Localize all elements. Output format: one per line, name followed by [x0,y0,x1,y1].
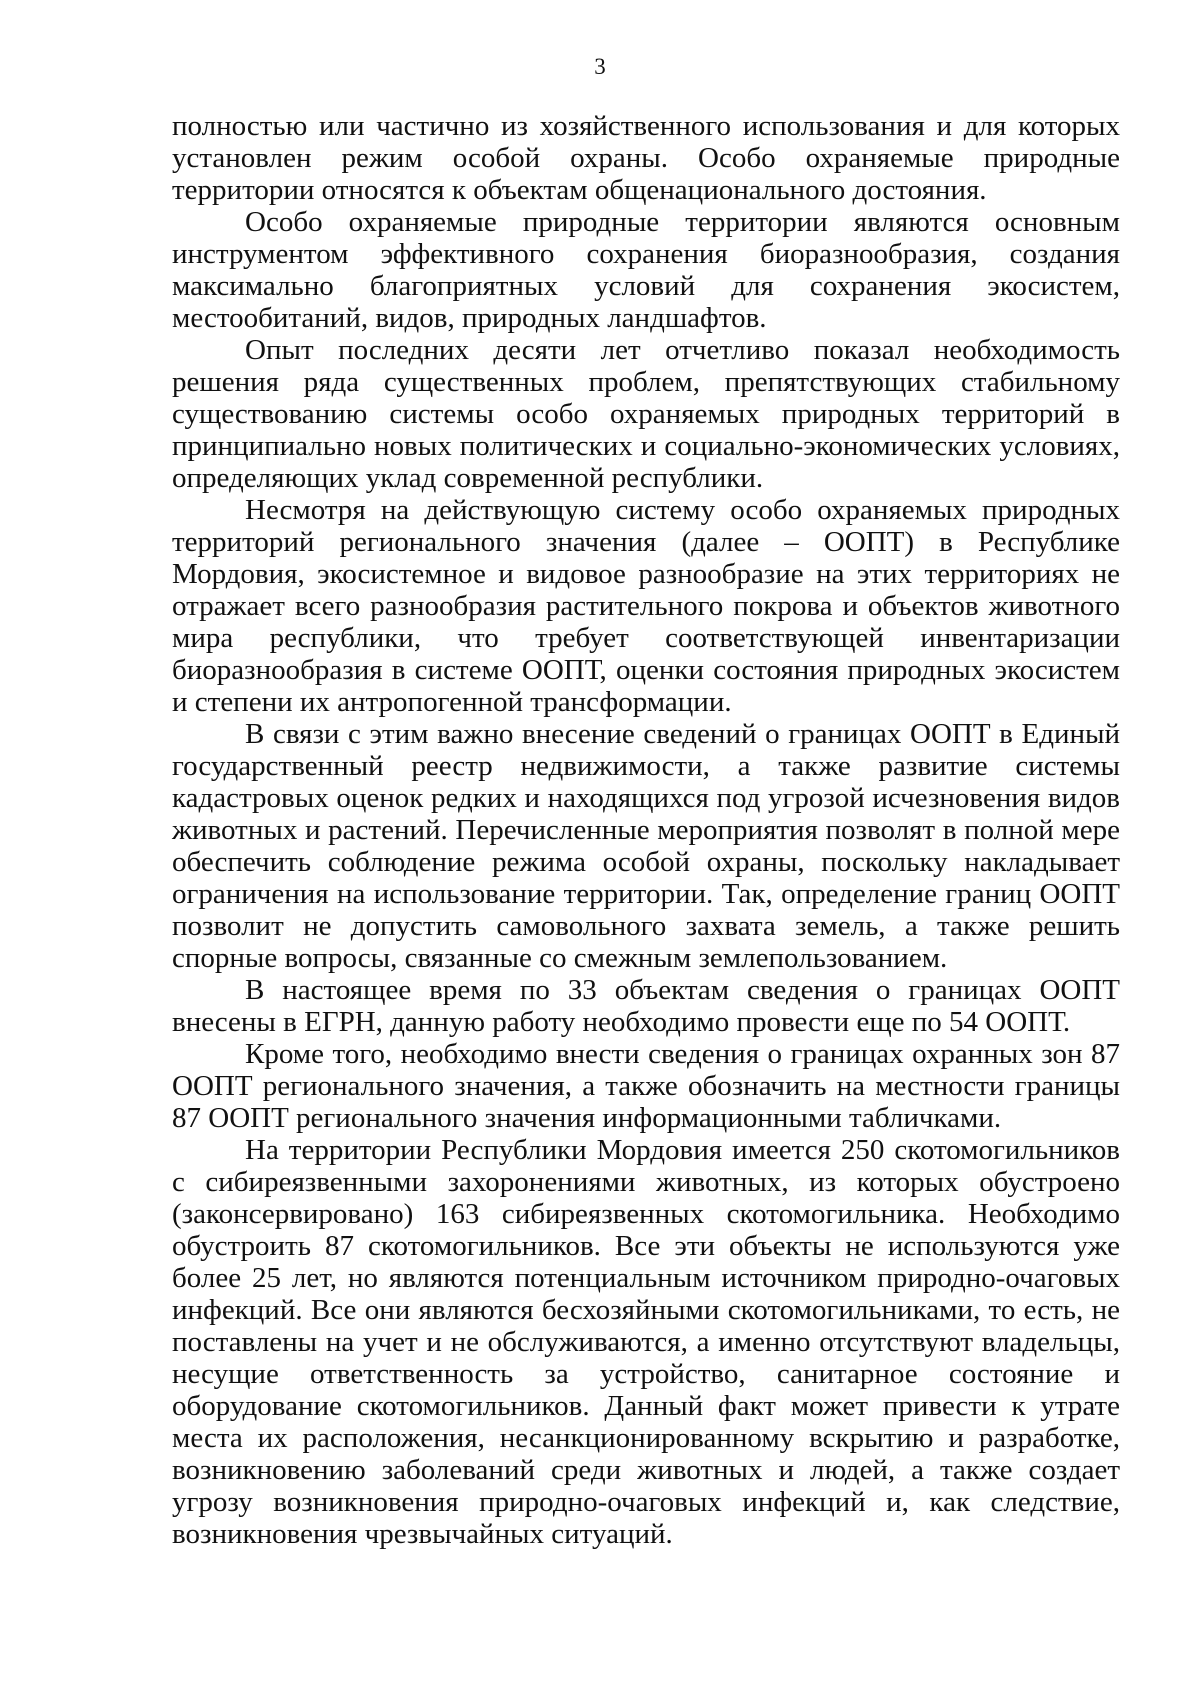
paragraph-oopt-instrument: Особо охраняемые природные территории являются основным инструментом эффективного сохранения биоразнообразия, создания максимально благоприятных условий для сохранения экосистем, местообитаний, видов, природных ландшафтов. [172,206,1120,334]
paragraph-biodiversity: Несмотря на действующую систему особо охраняемых природных территорий регионального значения (далее – ООПТ) в Республике Мордовия, экосистемное и видовое разнообразие на этих территориях не отражает всего разнообразия растительного покрова и объектов животного мира республики, что требует соответствующей инвентаризации биоразнообразия в системе ООПТ, оценки состояния природных экосистем и степени их антропогенной трансформации. [172,494,1120,718]
paragraph-egrn-status: В настоящее время по 33 объектам сведения о границах ООПТ внесены в ЕГРН, данную работу необходимо провести еще по 54 ООПТ. [172,974,1120,1038]
paragraph-cattle-burial-grounds: На территории Республики Мордовия имеется 250 скотомогильников с сибиреязвенными захоронениями животных, из которых обустроено (законсервировано) 163 сибиреязвенных скотомогильника. Необходимо обустроить 87 скотомогильников. Все эти объекты не используются уже более 25 лет, но являются потенциальным источником природно-очаговых инфекций. Все они являются бесхозяйными скотомогильниками, то есть, не поставлены на учет и не обслуживаются, а именно отсутствуют владельцы, несущие ответственность за устройство, санитарное состояние и оборудование скотомогильников. Данный факт может привести к утрате места их расположения, несанкционированному вскрытию и разработке, возникновению заболеваний среди животных и людей, а также создает угрозу возникновения природно-очаговых инфекций и, как следствие, возникновения чрезвычайных ситуаций. [172,1134,1120,1550]
document-body [172,110,1120,1550]
paragraph-continuation: полностью или частично из хозяйственного использования и для которых установлен режим особой охраны. Особо охраняемые природные территории относятся к объектам общенационального достояния. [172,110,1120,206]
paragraph-boundaries-registry: В связи с этим важно внесение сведений о границах ООПТ в Единый государственный реестр недвижимости, а также развитие системы кадастровых оценок редких и находящихся под угрозой исчезновения видов животных и растений. Перечисленные мероприятия позволят в полной мере обеспечить соблюдение режима особой охраны, поскольку накладывает ограничения на использование территории. Так, определение границ ООПТ позволит не допустить самовольного захвата земель, а также решить спорные вопросы, связанные со смежным землепользованием. [172,718,1120,974]
paragraph-experience: Опыт последних десяти лет отчетливо показал необходимость решения ряда существенных проблем, препятствующих стабильному существованию системы особо охраняемых природных территорий в принципиально новых политических и социально-экономических условиях, определяющих уклад современной республики. [172,334,1120,494]
page-number: 3 [594,54,606,79]
paragraph-protection-zones: Кроме того, необходимо внести сведения о границах охранных зон 87 ООПТ регионального значения, а также обозначить на местности границы 87 ООПТ регионального значения информационными табличками. [172,1038,1120,1134]
